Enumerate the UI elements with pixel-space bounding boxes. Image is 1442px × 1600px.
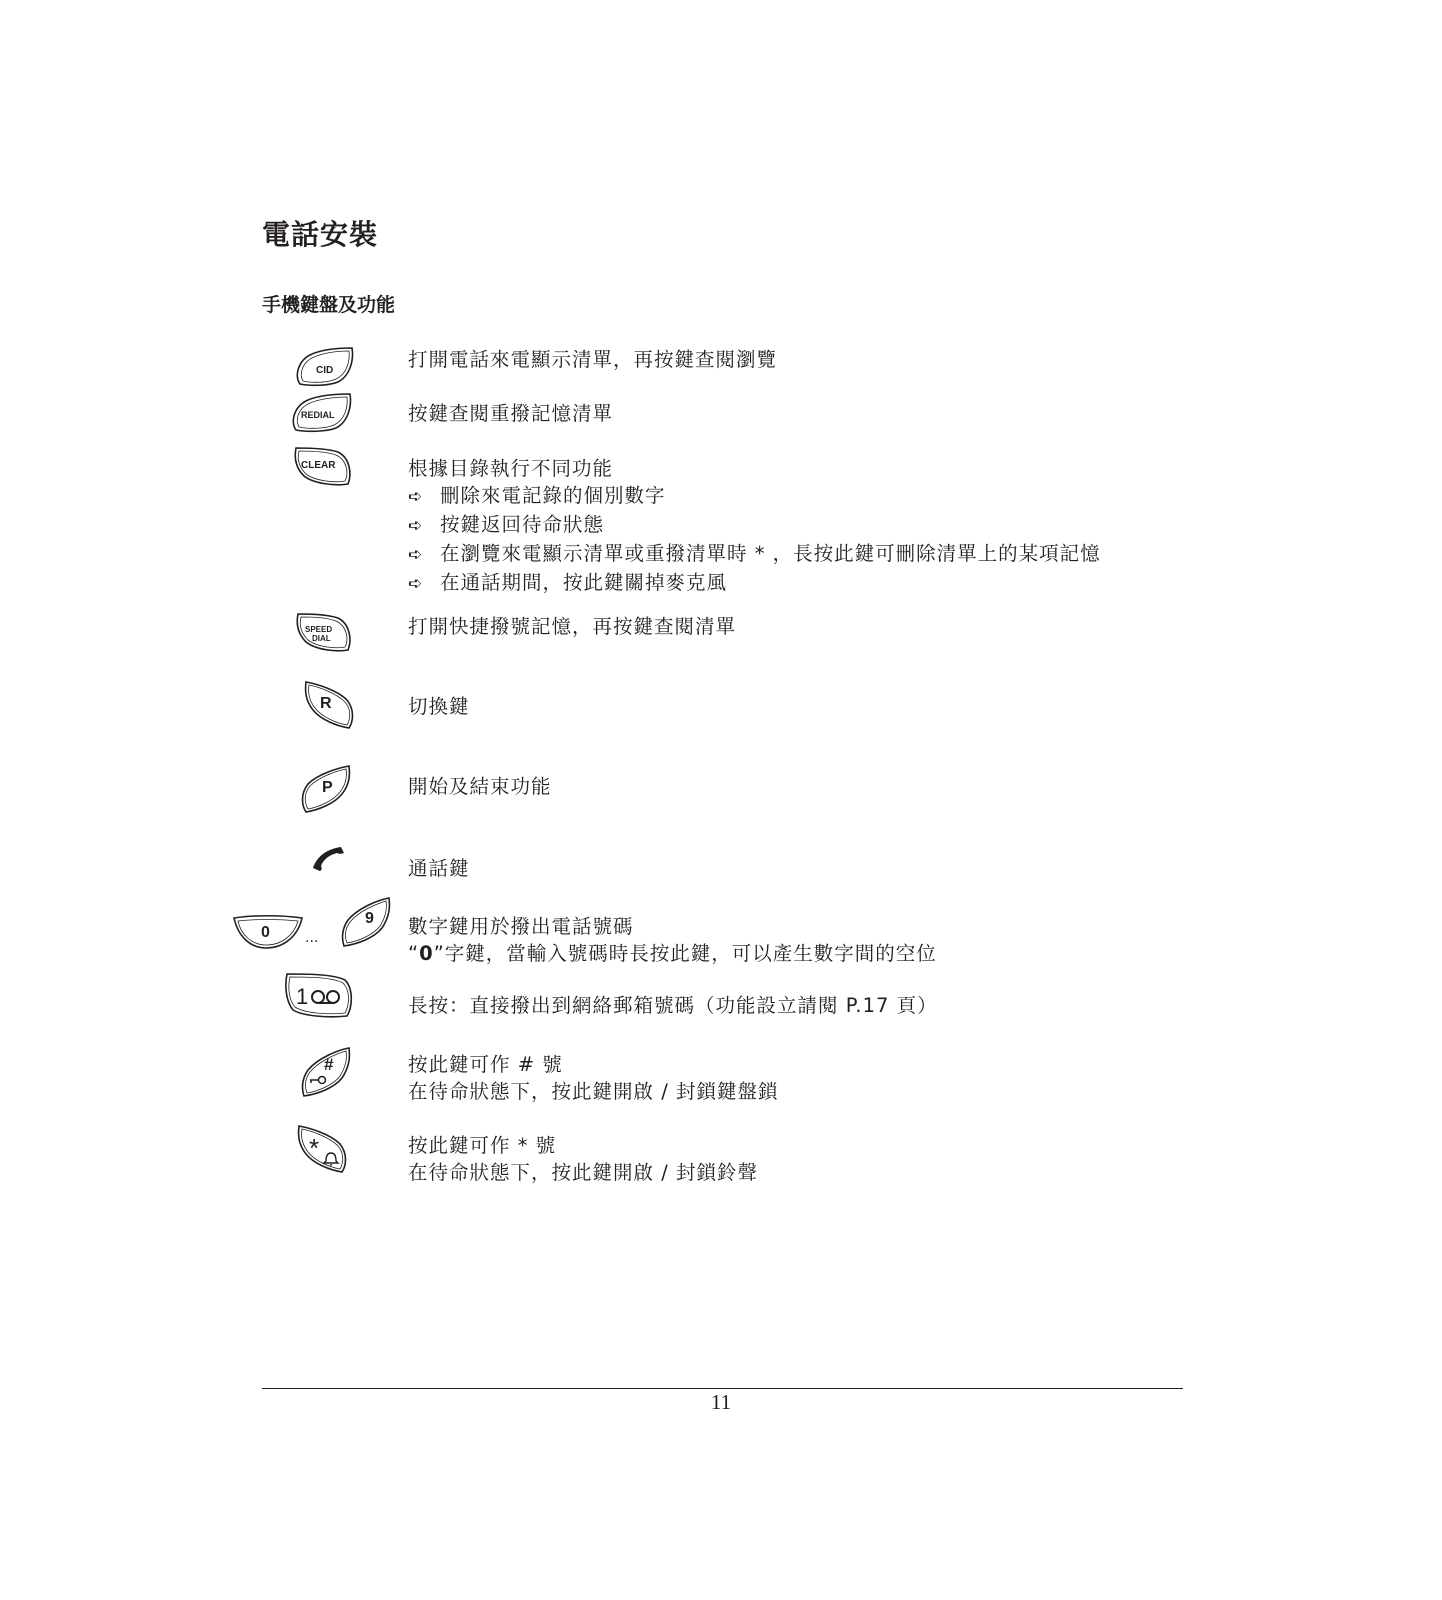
cid-key-label: CID (316, 365, 334, 376)
star-key-description: 按此鍵可作 * 號 在待命狀態下，按此鍵開啟 / 封鎖鈴聲 (408, 1134, 758, 1184)
hash-key-description: 按此鍵可作 # 號 在待命狀態下，按此鍵開啟 / 封鎖鍵盤鎖 (408, 1053, 779, 1103)
clear-key-label: CLEAR (301, 460, 336, 471)
hash-key-label: # (324, 1055, 334, 1074)
cid-key-icon (294, 346, 356, 386)
digit-0-label: 0 (261, 924, 270, 941)
clear-key-summary: 根據目錄執行不同功能 (408, 457, 614, 480)
redial-key-label: REDIAL (301, 410, 335, 420)
digit-keys-description: 數字鍵用於撥出電話號碼 “0”字鍵，當輸入號碼時長按此鍵，可以產生數字間的空位 (408, 915, 937, 965)
talk-key-description: 通話鍵 (408, 857, 470, 880)
footer-divider (262, 1388, 1183, 1389)
digit-9-label: 9 (365, 910, 374, 927)
r-key-description: 切換鍵 (408, 695, 470, 718)
digit-ellipsis: ... (305, 930, 319, 946)
hash-key-icon (300, 1046, 352, 1098)
clear-bullet: ➪ 在瀏覽來電顯示清單或重撥清單時 * ，長按此鍵可刪除清單上的某項記憶 (408, 540, 1101, 569)
digit-9-key-icon (340, 896, 392, 948)
clear-bullet: ➪ 在通話期間，按此鍵關掉麥克風 (408, 569, 1101, 598)
cid-key-description: 打開電話來電顯示清單，再按鍵查閱瀏覽 (408, 348, 778, 371)
speed-dial-key-label-1: SPEED (305, 625, 333, 634)
r-key-icon (303, 680, 355, 730)
voicemail-key-label: 1 (296, 984, 309, 1009)
p-key-label: P (322, 779, 333, 796)
star-key-icon (296, 1124, 348, 1174)
clear-key-description (408, 455, 1101, 598)
arrow-right-icon: ➪ (408, 574, 424, 594)
r-key-label: R (320, 695, 332, 712)
clear-key-icon (292, 446, 354, 486)
voicemail-key-icon (283, 972, 353, 1018)
speed-dial-key-icon (294, 612, 354, 652)
arrow-right-icon: ➪ (408, 516, 424, 536)
arrow-right-icon: ➪ (408, 487, 424, 507)
digit-0-key-icon (232, 914, 304, 950)
section-title: 手機鍵盤及功能 (262, 294, 396, 316)
redial-key-description: 按鍵查閱重撥記憶清單 (408, 402, 614, 425)
clear-bullet: ➪ 按鍵返回待命狀態 (408, 511, 1101, 540)
arrow-right-icon: ➪ (408, 545, 424, 565)
phone-handset-icon (311, 846, 345, 872)
clear-bullet: ➪ 刪除來電記錄的個別數字 (408, 482, 1101, 511)
p-key-icon (300, 764, 352, 814)
speed-dial-key-label-2: DIAL (312, 634, 331, 643)
redial-key-icon (290, 392, 354, 432)
speed-dial-key-description: 打開快捷撥號記憶，再按鍵查閱清單 (408, 615, 737, 638)
page-title: 電話安裝 (262, 218, 379, 251)
p-key-description: 開始及結束功能 (408, 775, 552, 798)
star-key-label: * (309, 1133, 320, 1163)
voicemail-key-description: 長按：直接撥出到網絡郵箱號碼（功能設立請閱 P.17 頁） (408, 994, 938, 1017)
page-number: 11 (710, 1390, 732, 1414)
